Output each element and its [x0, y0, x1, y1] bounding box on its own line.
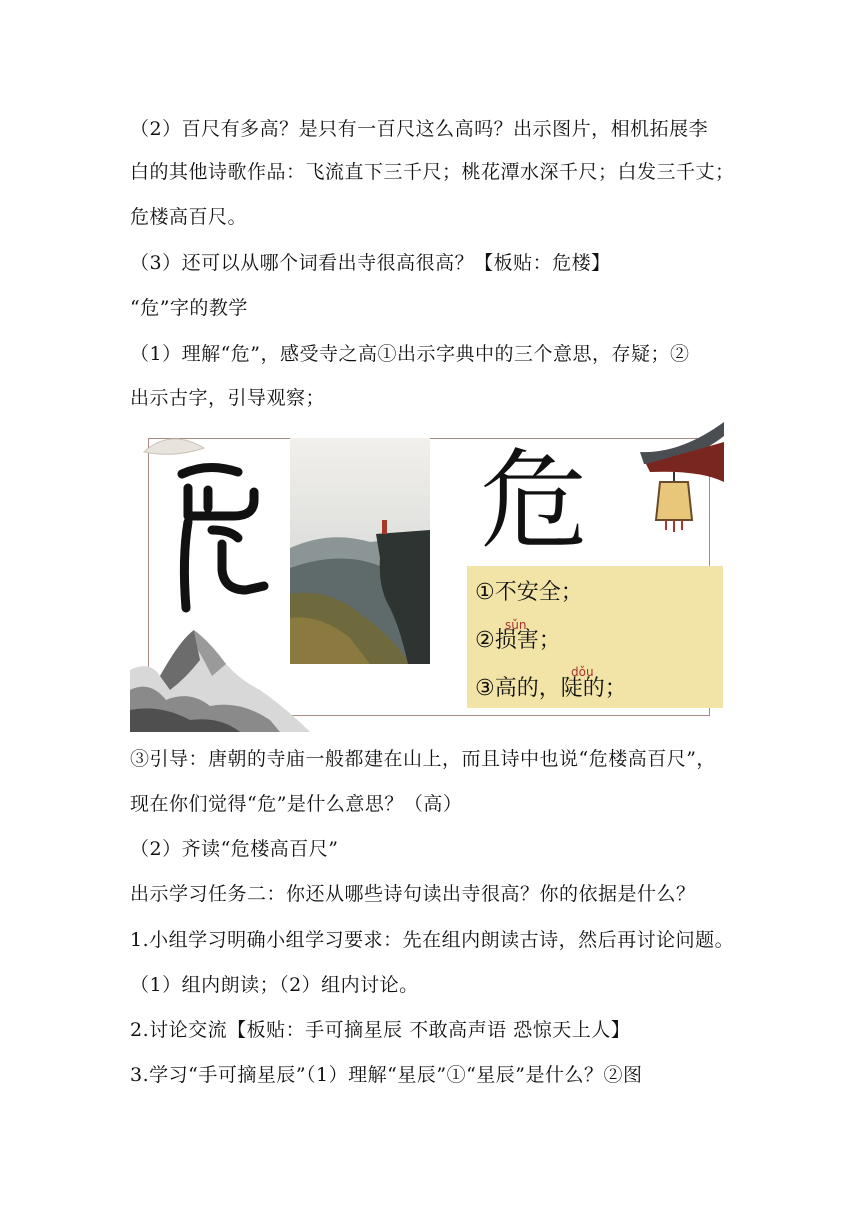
meanings-box	[467, 566, 723, 708]
section-heading: “危”字的教学	[130, 297, 248, 319]
text-line: 3.学习“手可摘星辰”（1）理解“星辰”①“星辰”是什么？②图	[130, 1064, 643, 1086]
meaning-item: ②损害；	[475, 628, 561, 653]
text-line: 危楼高百尺。	[130, 206, 248, 228]
lantern-icon	[640, 420, 724, 540]
text-line: 出示学习任务二：你还从哪些诗句读出寺很高？你的依据是什么？	[130, 883, 696, 905]
text-line: 2.讨论交流【板贴：手可摘星辰 不敢高声语 恐惊天上人】	[130, 1019, 631, 1041]
cliff-photo	[290, 438, 430, 664]
character-illustration	[130, 420, 724, 732]
text-line: 1.小组学习明确小组学习要求：先在组内朗读古诗，然后再讨论问题。	[130, 929, 735, 951]
text-line: 现在你们觉得“危”是什么意思？（高）	[130, 793, 463, 815]
text-line: （1）理解“危”，感受寺之高①出示字典中的三个意思，存疑；②	[130, 343, 690, 365]
modern-character: 危	[480, 439, 589, 564]
pinyin-annotation: dǒu	[571, 665, 594, 679]
hat-icon	[140, 428, 210, 458]
meaning-item: ③高的，陡的；	[475, 676, 627, 701]
text-line: （3）还可以从哪个词看出寺很高很高？【板贴：危楼】	[130, 252, 611, 274]
text-line: （2）齐读“危楼高百尺”	[130, 838, 339, 860]
pinyin-annotation: sǔn	[505, 618, 527, 632]
text-line: （2）百尺有多高？是只有一百尺这么高吗？出示图片，相机拓展李	[130, 118, 709, 140]
ancient-character-icon	[168, 458, 278, 618]
ink-mountain-icon	[130, 620, 310, 732]
text-line: ③引导：唐朝的寺庙一般都建在山上，而且诗中也说“危楼高百尺”，	[130, 748, 716, 770]
meaning-item: ①不安全；	[475, 580, 583, 605]
text-line: 白的其他诗歌作品：飞流直下三千尺；桃花潭水深千尺；白发三千丈；	[130, 161, 735, 183]
text-line: （1）组内朗读；（2）组内讨论。	[130, 974, 419, 996]
text-line: 出示古字，引导观察；	[130, 387, 326, 409]
